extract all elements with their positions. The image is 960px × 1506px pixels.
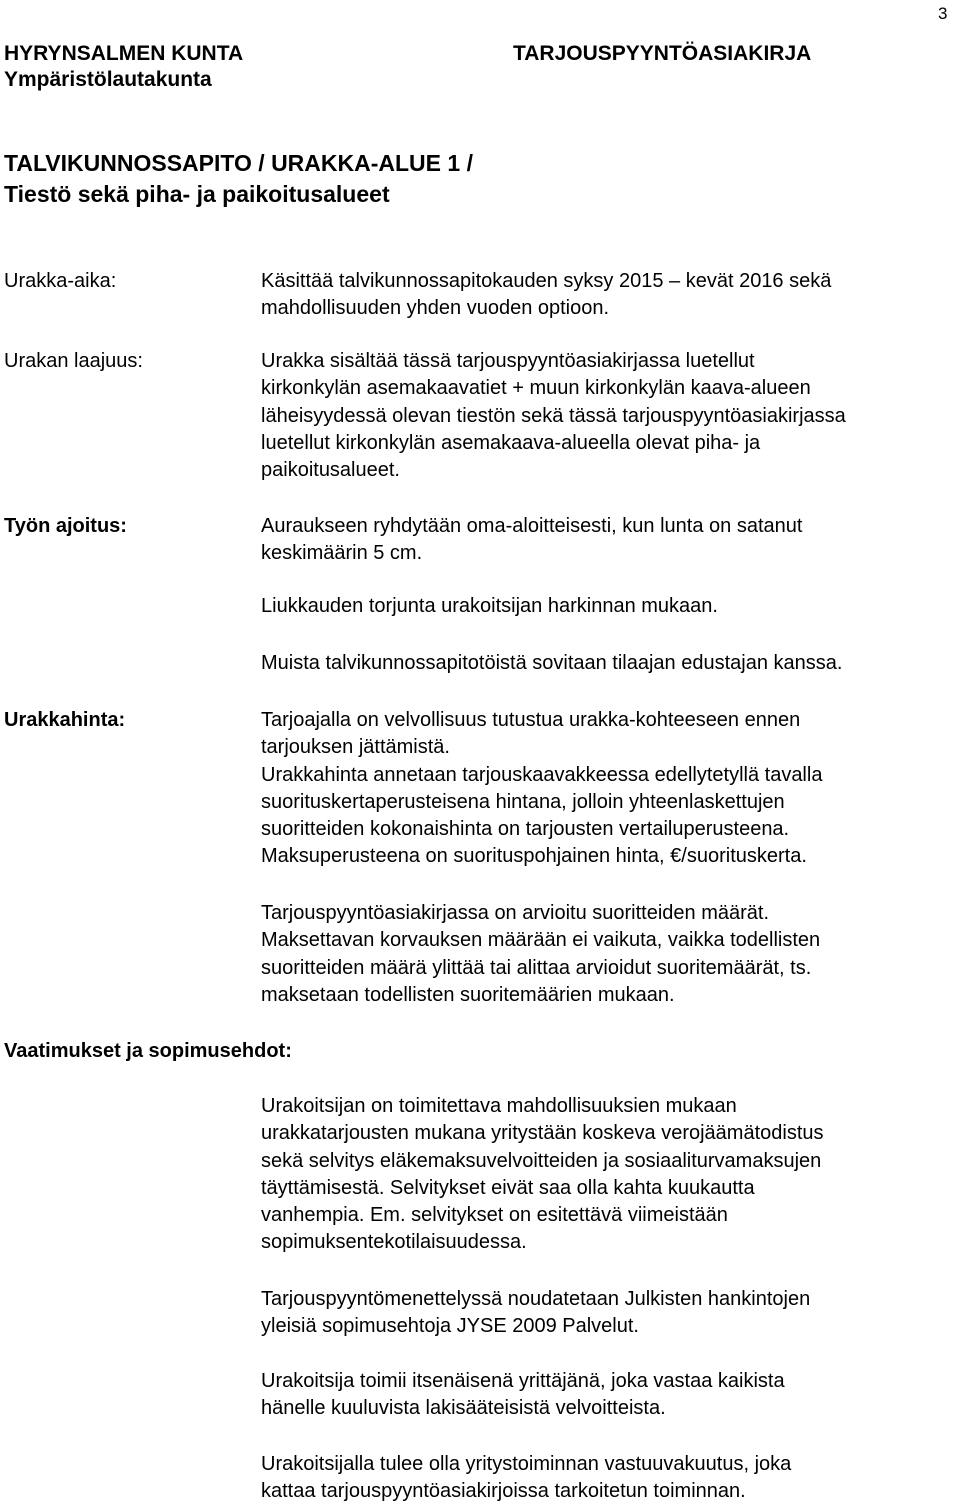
paragraph-laajuus <box>261 348 846 484</box>
text-line: täyttämisestä. Selvitykset eivät saa olla kahta kuukautta <box>261 1176 755 1199</box>
text-line: kirkonkylän asemakaavatiet + muun kirkonkylän kaava-alueen <box>261 377 811 400</box>
document-title-line-2: Tiestö sekä piha- ja paikoitusalueet <box>4 181 390 207</box>
text-line: keskimäärin 5 cm. <box>261 542 423 565</box>
text-line: Urakka sisältää tässä tarjouspyyntöasiakirjassa luetellut <box>261 350 755 372</box>
text-line: Urakoitsija toimii itsenäisenä yrittäjänä, joka vastaa kaikista <box>261 1370 785 1392</box>
paragraph-vaatimus-1 <box>261 1093 824 1257</box>
page-number: 3 <box>938 4 948 23</box>
text-line: Tarjouspyyntöasiakirjassa on arvioitu suoritteiden määrät. <box>261 902 770 924</box>
text-line: sekä selvitys eläkemaksuvelvoitteiden ja sosiaaliturvamaksujen <box>261 1149 822 1172</box>
text-line: Tarjoajalla on velvollisuus tutustua urakka-kohteeseen ennen <box>261 709 801 731</box>
text-line: Auraukseen ryhdytään oma-aloitteisesti, kun lunta on satanut <box>261 515 803 537</box>
document-type: TARJOUSPYYNTÖASIAKIRJA <box>513 42 812 65</box>
municipality-name: HYRYNSALMEN KUNTA <box>4 42 244 65</box>
text-line: urakkatarjousten mukana yritystään koskeva verojäämätodistus <box>261 1122 824 1145</box>
label-tyon-ajoitus: Työn ajoitus: <box>4 515 127 537</box>
committee-name: Ympäristölautakunta <box>4 68 212 91</box>
text-line: Käsittää talvikunnossapitokauden syksy 2015 – kevät 2016 sekä <box>261 270 832 292</box>
label-urakan-laajuus: Urakan laajuus: <box>4 350 143 372</box>
text-line: Urakoitsijalla tulee olla yritystoiminnan vastuuvakuutus, joka <box>261 1453 792 1475</box>
text-line: Urakkahinta annetaan tarjouskaavakkeessa edellytetyllä tavalla <box>261 763 823 786</box>
paragraph-urakka-aika <box>261 268 831 323</box>
text-line: hänelle kuuluvista lakisääteisistä velvoitteista. <box>261 1397 666 1420</box>
text-line: sopimuksentekotilaisuudessa. <box>261 1231 527 1254</box>
label-urakka-aika: Urakka-aika: <box>4 270 117 292</box>
text-line: Maksuperusteena on suorituspohjainen hinta, €/suorituskerta. <box>261 845 807 868</box>
text-line: Maksettavan korvauksen määrään ei vaikuta, vaikka todellisten <box>261 929 821 952</box>
paragraph-vaatimus-4 <box>261 1451 791 1506</box>
text-line: suoritteiden kokonaishinta on tarjousten vertailuperusteena. <box>261 818 790 841</box>
text-line: mahdollisuuden yhden vuoden optioon. <box>261 297 610 320</box>
text-line: tarjouksen jättämistä. <box>261 736 450 759</box>
label-vaatimukset: Vaatimukset ja sopimusehdot: <box>4 1040 292 1062</box>
paragraph-vaatimus-2 <box>261 1286 810 1341</box>
text-line: maksetaan todellisten suoritemäärien mukaan. <box>261 983 675 1006</box>
text-line: suorituskertaperusteisena hintana, jolloin yhteenlaskettujen <box>261 790 785 813</box>
text-line: Urakoitsijan on toimitettava mahdollisuuksien mukaan <box>261 1095 737 1117</box>
text-line: luetellut kirkonkylän asemakaava-alueella olevat piha- ja <box>261 431 761 454</box>
document-title-line-1: TALVIKUNNOSSAPITO / URAKKA-ALUE 1 / <box>4 150 473 176</box>
text-line: Muista talvikunnossapitotöistä sovitaan tilaajan edustajan kanssa. <box>261 652 843 674</box>
paragraph-ajoitus-3 <box>261 650 842 677</box>
paragraph-ajoitus-2 <box>261 593 718 620</box>
text-line: Tarjouspyyntömenettelyssä noudatetaan Julkisten hankintojen <box>261 1288 811 1310</box>
paragraph-ajoitus-1 <box>261 513 802 568</box>
paragraph-hinta-1 <box>261 707 822 871</box>
paragraph-vaatimus-3 <box>261 1368 785 1423</box>
paragraph-hinta-2 <box>261 900 820 1009</box>
text-line: suoritteiden määrä ylittää tai alittaa arvioidut suoritemäärät, ts. <box>261 956 812 979</box>
text-line: paikoitusalueet. <box>261 459 400 482</box>
text-line: vanhempia. Em. selvitykset on esitettävä viimeistään <box>261 1204 728 1227</box>
text-line: kattaa tarjouspyyntöasiakirjoissa tarkoitetun toiminnan. <box>261 1480 746 1503</box>
label-urakkahinta: Urakkahinta: <box>4 709 126 731</box>
text-line: yleisiä sopimusehtoja JYSE 2009 Palvelut. <box>261 1315 639 1338</box>
text-line: Liukkauden torjunta urakoitsijan harkinnan mukaan. <box>261 595 718 617</box>
text-line: läheisyydessä olevan tiestön sekä tässä tarjouspyyntöasiakirjassa <box>261 404 846 427</box>
